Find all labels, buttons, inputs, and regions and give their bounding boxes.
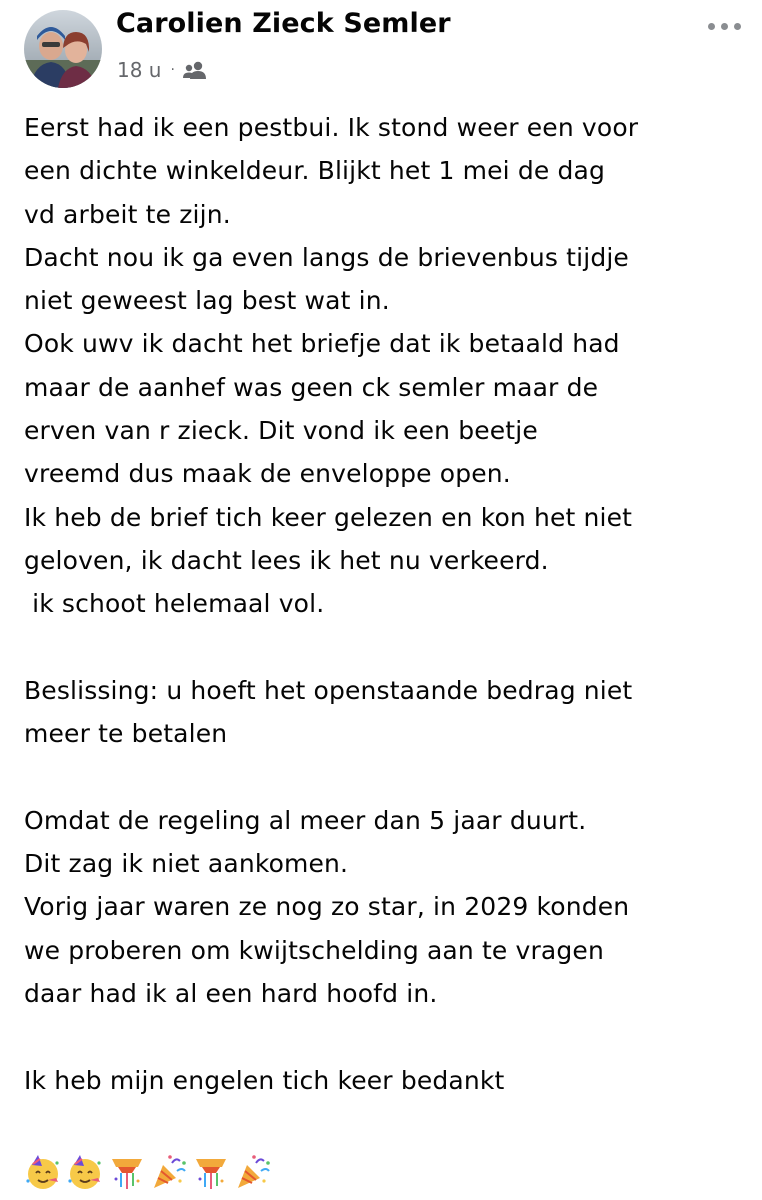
post-line: ik schoot helemaal vol.: [24, 589, 325, 619]
post-line: meer te betalen: [24, 719, 228, 749]
post-line: een dichte winkeldeur. Blijkt het 1 mei de dag: [24, 156, 606, 186]
post-line: Ik heb de brief tich keer gelezen en kon het niet: [24, 502, 633, 532]
post-line: Vorig jaar waren ze nog zo star, in 2029 konden: [24, 892, 630, 922]
party-popper-icon: [150, 1153, 188, 1191]
post-line: [24, 626, 748, 669]
author-name[interactable]: Carolien Zieck Semler: [116, 8, 451, 39]
post-line: [24, 755, 748, 798]
post-meta: [117, 56, 207, 84]
post-header: [0, 0, 762, 100]
post-line: vd arbeit te zijn.: [24, 199, 231, 229]
meta-separator: ·: [170, 62, 175, 78]
friends-icon: [183, 60, 207, 80]
post-line: niet geweest lag best wat in.: [24, 286, 390, 316]
post-line: [24, 1015, 748, 1058]
post-line: we proberen om kwijtschelding aan te vragen: [24, 935, 604, 965]
post-line: geloven, ik dacht lees ik het nu verkeerd.: [24, 545, 549, 575]
partying-face-icon: [66, 1153, 104, 1191]
post-line: Ik heb mijn engelen tich keer bedankt: [24, 1065, 505, 1095]
party-popper-icon: [234, 1153, 272, 1191]
more-dot-icon: [734, 23, 741, 30]
post-text: [24, 106, 748, 1102]
confetti-ball-icon: [192, 1153, 230, 1191]
post-line: Dit zag ik niet aankomen.: [24, 849, 349, 879]
more-dot-icon: [708, 23, 715, 30]
post-line: erven van r zieck. Dit vond ik een beetje: [24, 416, 538, 446]
more-options-button[interactable]: [704, 14, 744, 38]
post-time[interactable]: 18 u: [117, 58, 162, 82]
post-line: Beslissing: u hoeft het openstaande bedrag niet: [24, 675, 633, 705]
confetti-ball-icon: [108, 1153, 146, 1191]
emoji-row: [24, 1152, 272, 1192]
post-line: Omdat de regeling al meer dan 5 jaar duurt.: [24, 805, 587, 835]
post-line: Ook uwv ik dacht het briefje dat ik betaald had: [24, 329, 620, 359]
post-line: Eerst had ik een pestbui. Ik stond weer een voor: [24, 113, 639, 142]
post-line: vreemd dus maak de enveloppe open.: [24, 459, 511, 489]
avatar[interactable]: [24, 10, 102, 88]
post-line: daar had ik al een hard hoofd in.: [24, 978, 438, 1008]
post-line: Dacht nou ik ga even langs de brievenbus tijdje: [24, 242, 629, 272]
more-dot-icon: [721, 23, 728, 30]
partying-face-icon: [24, 1153, 62, 1191]
post-line: maar de aanhef was geen ck semler maar de: [24, 372, 599, 402]
